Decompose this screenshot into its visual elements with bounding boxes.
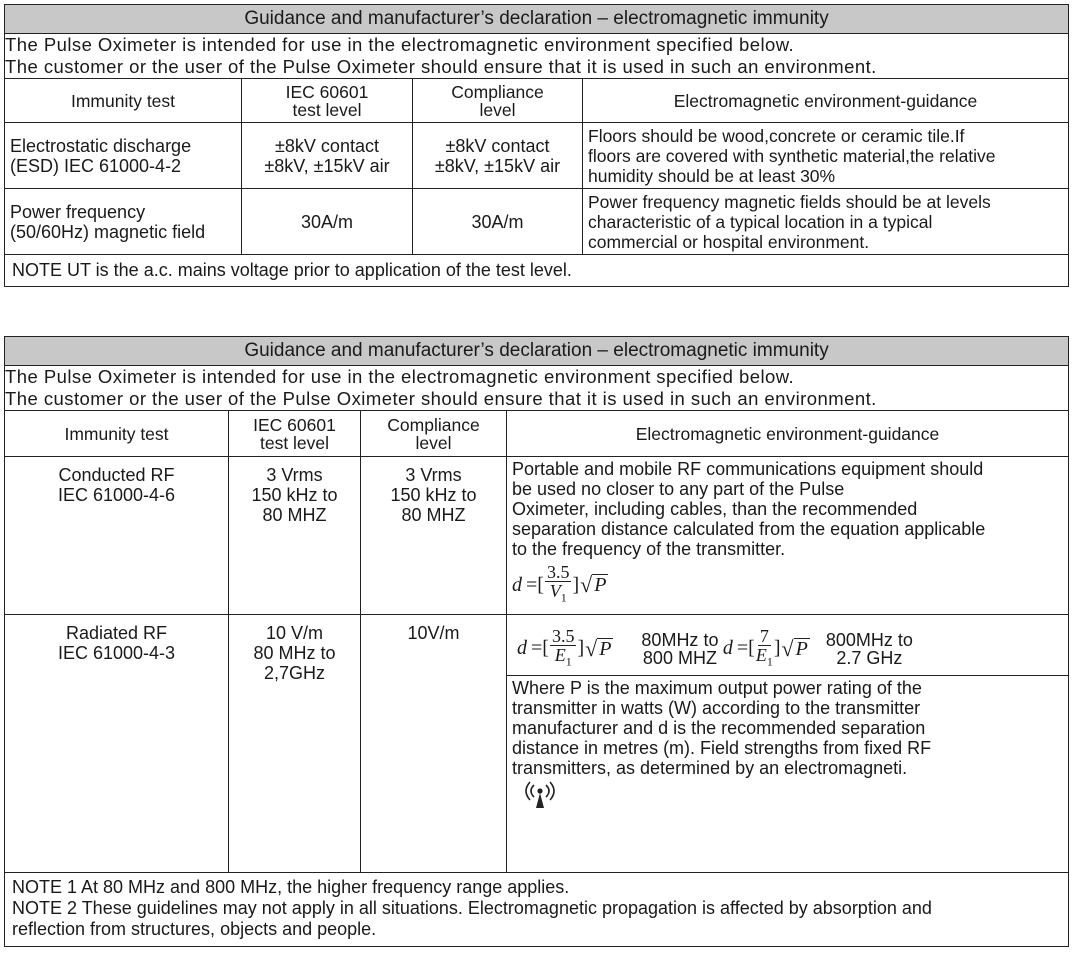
conducted-guidance-line1: Portable and mobile RF communications equipment should <box>512 459 984 479</box>
table1-header-guidance: Electromagnetic environment-guidance <box>583 79 1069 123</box>
table2-notes <box>5 873 1069 947</box>
formula-den-symbol: E <box>554 645 566 665</box>
esd-guidance-cell <box>583 123 1069 189</box>
radiated-guidance-line3: manufacturer and d is the recommended separation <box>512 717 926 738</box>
conducted-compliance-cell <box>361 457 507 615</box>
non-ionizing-radiation-icon <box>512 778 1068 814</box>
formula-p: P <box>795 638 808 661</box>
esd-test-line2: (ESD) IEC 61000-4-2 <box>10 155 182 176</box>
formula-den-symbol: V <box>549 581 561 601</box>
formula-range-line2: 800 MHZ <box>642 647 717 668</box>
radiated-compliance-cell: 10V/m <box>361 615 507 873</box>
conducted-test-cell <box>5 457 229 615</box>
table2-intro-line2: The customer or the user of the Pulse Oximeter should ensure that it is used in such an environment. <box>5 388 877 409</box>
table-row <box>5 457 1069 615</box>
radiated-guidance-line5: transmitters, as determined by an electromagneti. <box>512 757 908 778</box>
radiated-test-line2: IEC 61000-4-3 <box>57 643 176 663</box>
formula-close: ] <box>577 637 585 660</box>
radiated-level-line2: 80 MHz to <box>253 643 336 663</box>
conducted-compliance-line1: 3 Vrms <box>405 465 462 485</box>
conducted-guidance-cell <box>507 457 1069 615</box>
formula-d: d <box>512 573 522 596</box>
table1-header-compliance-line2: level <box>479 99 516 120</box>
formula-close: ] <box>773 637 781 660</box>
esd-compliance-cell <box>413 123 583 189</box>
formula-eq: =[ <box>531 637 549 660</box>
radiated-formula-2 <box>723 627 913 671</box>
formula-fraction <box>545 563 572 607</box>
formula-den-sub: 1 <box>565 654 572 669</box>
radiated-level-cell <box>229 615 361 873</box>
table2-header-compliance-line2: level <box>415 432 452 453</box>
table-row <box>5 615 1069 873</box>
formula-p: P <box>599 638 612 661</box>
esd-level-line1: ±8kV contact <box>275 135 379 156</box>
power-frequency-level-cell: 30A/m <box>242 189 413 255</box>
table1-header-compliance-line1: Compliance <box>451 81 544 102</box>
table2-title: Guidance and manufacturer’s declaration – electromagnetic immunity <box>5 337 1069 366</box>
conducted-level-line1: 3 Vrms <box>266 465 323 485</box>
formula-den-sub: 1 <box>560 590 567 605</box>
formula-denominator <box>555 646 572 671</box>
esd-compliance-line2: ±8kV, ±15kV air <box>434 155 561 176</box>
table2-header-compliance <box>361 411 507 457</box>
formula-p: P <box>594 574 607 597</box>
power-frequency-guidance-line3: commercial or hospital environment. <box>588 231 870 252</box>
table2-header-level-line2: test level <box>259 432 330 453</box>
conducted-test-line2: IEC 61000-4-6 <box>57 485 176 505</box>
formula-eq: =[ <box>526 573 544 596</box>
esd-compliance-line1: ±8kV contact <box>445 135 550 156</box>
formula-sqrt: √ <box>781 635 794 661</box>
conducted-test-line1: Conducted RF <box>58 465 175 485</box>
conducted-guidance-line5: to the frequency of the transmitter. <box>512 539 786 559</box>
radiated-test-cell <box>5 615 229 873</box>
power-frequency-compliance-cell: 30A/m <box>413 189 583 255</box>
conducted-guidance-line3: Oximeter, including cables, than the recommended <box>512 499 918 519</box>
table1-intro-line2: The customer or the user of the Pulse Oximeter should ensure that it is used in such an environment. <box>5 56 877 77</box>
formula-numerator: 3.5 <box>551 626 575 646</box>
esd-guidance-line3: humidity should be at least 30% <box>588 165 836 186</box>
power-frequency-test-line1: Power frequency <box>10 201 146 222</box>
esd-test-cell <box>5 123 242 189</box>
radiated-level-line3: 2,7GHz <box>263 663 326 683</box>
immunity-table-2 <box>4 336 1069 947</box>
formula-range-line2: 2.7 GHz <box>836 647 903 668</box>
table2-intro-line1: The Pulse Oximeter is intended for use in the electromagnetic environment specified below. <box>5 366 795 387</box>
table2-header-guidance: Electromagnetic environment-guidance <box>507 411 1069 457</box>
table2-header-level-line1: IEC 60601 <box>253 414 336 435</box>
formula-fraction <box>756 627 773 671</box>
formula-d: d <box>722 637 733 660</box>
radiated-formula-block <box>507 615 1068 676</box>
table1-header-compliance <box>413 79 583 123</box>
power-frequency-test-line2: (50/60Hz) magnetic field <box>10 221 206 242</box>
radiated-guidance-cell <box>507 615 1069 873</box>
esd-guidance-line2: floors are covered with synthetic material,the relative <box>588 145 996 166</box>
table2-header-level <box>229 411 361 457</box>
esd-level-cell <box>242 123 413 189</box>
immunity-table-1 <box>4 4 1069 287</box>
radiated-formula-1 <box>517 627 718 671</box>
table2-note-3: reflection from structures, objects and people. <box>12 919 377 939</box>
formula-close: ] <box>572 573 580 596</box>
radiated-guidance-text <box>507 676 1068 814</box>
radiated-level-line1: 10 V/m <box>265 623 324 643</box>
radiated-guidance-line2: transmitter in watts (W) according to the transmitter <box>512 697 921 718</box>
table2-note-1: NOTE 1 At 80 MHz and 800 MHz, the higher frequency range applies. <box>12 877 570 897</box>
power-frequency-test-cell <box>5 189 242 255</box>
formula-range <box>641 631 718 667</box>
radiated-guidance-line4: distance in metres (m). Field strengths from fixed RF <box>512 737 932 758</box>
formula-eq: =[ <box>736 637 755 660</box>
power-frequency-guidance-cell <box>583 189 1069 255</box>
table-row <box>5 123 1069 189</box>
conducted-level-cell <box>229 457 361 615</box>
table1-header-level-line1: IEC 60601 <box>285 81 369 102</box>
conducted-formula <box>512 563 608 607</box>
formula-sqrt: √ <box>585 635 598 661</box>
table2-header-test: Immunity test <box>5 411 229 457</box>
formula-range-line1: 800MHz to <box>825 629 913 650</box>
esd-level-line2: ±8kV, ±15kV air <box>264 155 390 176</box>
power-frequency-guidance-line2: characteristic of a typical location in a typical <box>588 211 933 232</box>
table1-note: NOTE UT is the a.c. mains voltage prior to application of the test level. <box>5 255 1069 287</box>
formula-range <box>826 631 913 667</box>
table2-header-compliance-line1: Compliance <box>387 414 480 435</box>
table1-intro-line1: The Pulse Oximeter is intended for use in the electromagnetic environment specified below. <box>5 34 795 55</box>
formula-fraction <box>550 627 577 671</box>
formula-numerator: 7 <box>759 626 769 646</box>
esd-test-line1: Electrostatic discharge <box>10 135 192 156</box>
formula-numerator: 3.5 <box>546 562 570 582</box>
power-frequency-guidance-line1: Power frequency magnetic fields should be at levels <box>588 191 991 212</box>
table1-intro <box>5 34 1069 79</box>
table1-header-test: Immunity test <box>5 79 242 123</box>
table1-title: Guidance and manufacturer’s declaration – electromagnetic immunity <box>5 5 1069 34</box>
table-row <box>5 189 1069 255</box>
table1-header-level-line2: test level <box>292 99 362 120</box>
esd-guidance-line1: Floors should be wood,concrete or ceramic tile.If <box>588 125 965 146</box>
conducted-level-line2: 150 kHz to <box>251 485 338 505</box>
radiated-guidance-line1: Where P is the maximum output power rating of the <box>512 677 922 698</box>
table1-header-level <box>242 79 413 123</box>
formula-range-line1: 80MHz to <box>641 629 719 650</box>
formula-sqrt: √ <box>580 571 593 597</box>
conducted-compliance-line2: 150 kHz to <box>390 485 477 505</box>
table2-note-2: NOTE 2 These guidelines may not apply in all situations. Electromagnetic propagation is affected by absorption and <box>12 898 932 918</box>
conducted-level-line3: 80 MHZ <box>262 505 327 525</box>
formula-denominator <box>550 582 567 607</box>
formula-d: d <box>517 637 527 660</box>
formula-den-sub: 1 <box>766 654 773 669</box>
radiated-test-line1: Radiated RF <box>65 623 168 643</box>
formula-denominator <box>756 646 773 671</box>
conducted-guidance-line4: separation distance calculated from the equation applicable <box>512 519 986 539</box>
conducted-guidance-line2: be used no closer to any part of the Pulse <box>512 479 845 499</box>
formula-den-symbol: E <box>755 645 767 665</box>
table2-intro <box>5 366 1069 411</box>
conducted-compliance-line3: 80 MHZ <box>401 505 466 525</box>
